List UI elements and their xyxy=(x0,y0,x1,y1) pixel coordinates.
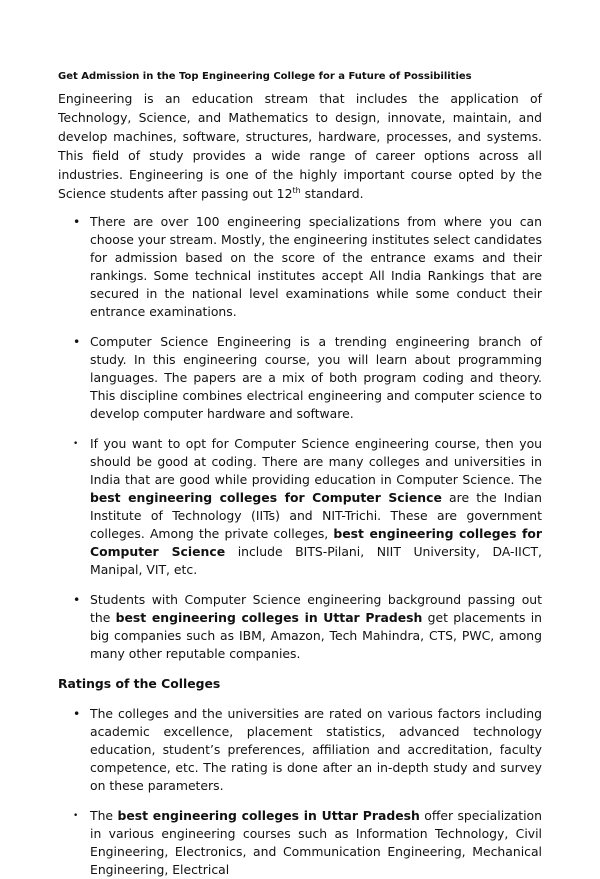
list-item-text: The colleges and the universities are rated on various factors including academic excellence, placement statistics, advanced technology education, student’s preferences, affiliation and accreditation, faculty competence, etc. The rating is done after an in-depth study and survey on these parameters. xyxy=(90,706,542,793)
document-title: Get Admission in the Top Engineering College for a Future of Possibilities xyxy=(58,71,472,82)
list-item-text: If you want to opt for Computer Science engineering course, then you should be good at coding. There are many colleges and universities in India that are good while providing education in Computer Science. The xyxy=(90,436,542,487)
intro-paragraph xyxy=(58,89,542,203)
list-item xyxy=(58,807,542,879)
intro-text: Engineering is an education stream that includes the application of Technology, Science, and Mathematics to design, innovate, maintain, and develop machines, software, structures, hardware, processes, and systems. This field of study provides a wide range of career options across all industries. Engineering is one of the highly important course opted by the Science students after passing out 12 xyxy=(58,91,542,201)
bullet-list-2 xyxy=(58,705,542,879)
list-item-text: get placements in big companies such as IBM, Amazon, Tech Mahindra, CTS, PWC, among many other reputable companies. xyxy=(90,610,543,661)
bullet-icon: • xyxy=(73,334,81,349)
bullet-icon: • xyxy=(73,214,81,229)
bullet-icon: • xyxy=(73,706,81,721)
list-item-text: are the Indian Institute of Technology (IITs) and NIT-Trichi. These are government colleges. Among the private colleges, xyxy=(90,490,542,541)
section-heading: Ratings of the Colleges xyxy=(58,676,221,691)
list-item xyxy=(58,591,542,663)
bullet-list-1 xyxy=(58,213,542,663)
list-item xyxy=(58,333,542,423)
bold-keyword: best engineering colleges for Computer Science xyxy=(90,490,442,505)
list-item xyxy=(58,435,542,579)
list-item-text: The xyxy=(90,808,118,823)
intro-text-end: standard. xyxy=(300,186,364,201)
bold-keyword: best engineering colleges for Computer Science xyxy=(90,526,542,559)
bold-keyword: best engineering colleges in Uttar Pradesh xyxy=(117,808,420,823)
bullet-icon: • xyxy=(73,592,81,607)
list-item-text: Students with Computer Science engineering background passing out the xyxy=(90,592,542,625)
list-item-text: include BITS-Pilani, NIIT University, DA-IICT, Manipal, VIT, etc. xyxy=(90,544,542,577)
list-item-text: offer specialization in various engineering courses such as Information Technology, Civil Engineering, Electronics, and Communication Engineering, Mechanical Engineering, Electrical xyxy=(90,808,542,877)
intro-superscript: th xyxy=(292,185,301,195)
bold-keyword: best engineering colleges in Uttar Pradesh xyxy=(115,610,423,625)
bullet-icon: • xyxy=(73,811,79,821)
list-item-text: There are over 100 engineering specializations from where you can choose your stream. Mostly, the engineering institutes select candidates for admission based on the score of the entrance exams and their rankings. Some technical institutes accept All India Rankings that are secured in the national level examinations while some conduct their entrance examinations. xyxy=(90,214,542,319)
bullet-icon: • xyxy=(73,439,79,449)
list-item-text: Computer Science Engineering is a trending engineering branch of study. In this engineering course, you will learn about programming languages. The papers are a mix of both program coding and theory. This discipline combines electrical engineering and computer science to develop computer hardware and software. xyxy=(90,334,542,421)
list-item xyxy=(58,705,542,795)
list-item xyxy=(58,213,542,321)
